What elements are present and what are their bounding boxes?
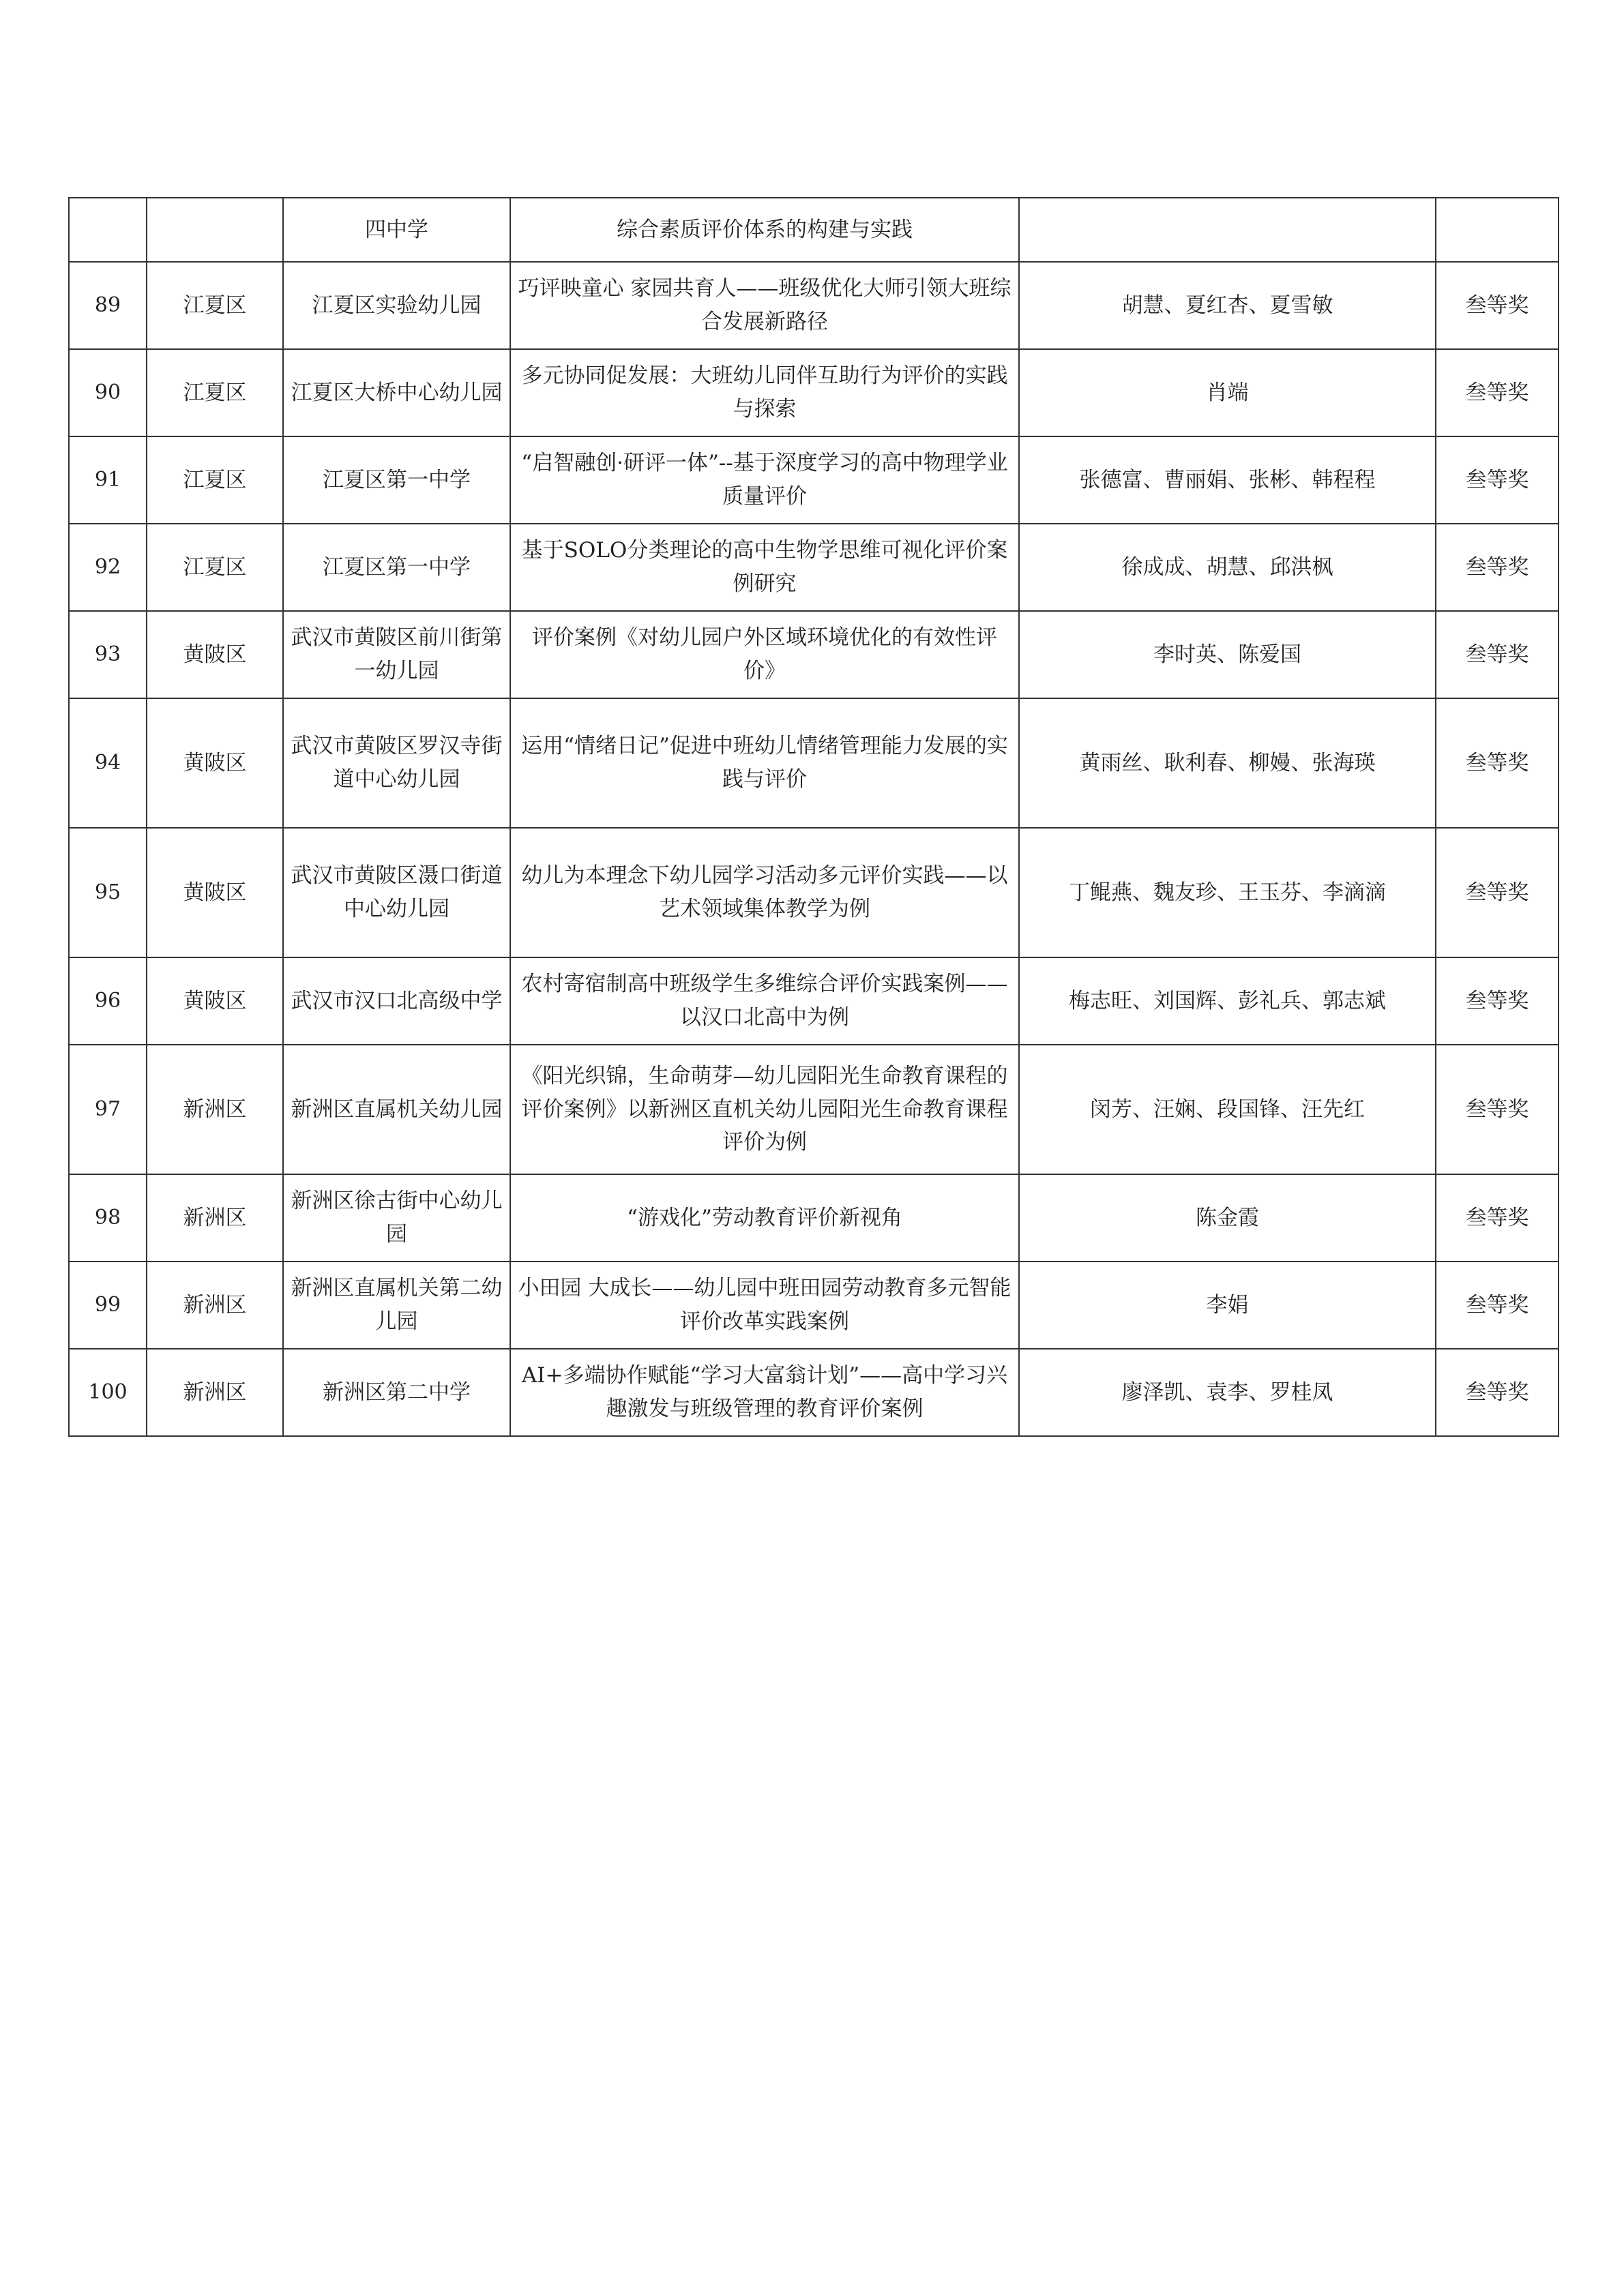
cell-authors: 黄雨丝、耿利春、柳嫚、张海瑛	[1019, 698, 1436, 828]
cell-number: 90	[69, 349, 147, 436]
cell-district: 新洲区	[147, 1262, 283, 1349]
cell-district: 江夏区	[147, 524, 283, 611]
cell-number: 94	[69, 698, 147, 828]
cell-school: 新洲区直属机关幼儿园	[283, 1045, 510, 1174]
cell-number: 100	[69, 1349, 147, 1436]
table-row	[69, 349, 1559, 436]
cell-authors: 肖端	[1019, 349, 1436, 436]
cell-authors: 梅志旺、刘国辉、彭礼兵、郭志斌	[1019, 957, 1436, 1045]
cell-school: 江夏区大桥中心幼儿园	[283, 349, 510, 436]
cell-school: 武汉市黄陂区罗汉寺街道中心幼儿园	[283, 698, 510, 828]
cell-award: 叁等奖	[1436, 1349, 1559, 1436]
cell-award: 叁等奖	[1436, 349, 1559, 436]
cell-number: 92	[69, 524, 147, 611]
cell-title: 小田园 大成长——幼儿园中班田园劳动教育多元智能评价改革实践案例	[510, 1262, 1019, 1349]
cell-school: 江夏区第一中学	[283, 436, 510, 524]
cell-district: 黄陂区	[147, 698, 283, 828]
cell-award: 叁等奖	[1436, 1045, 1559, 1174]
cell-district: 黄陂区	[147, 828, 283, 957]
table-row	[69, 436, 1559, 524]
cell-school: 武汉市汉口北高级中学	[283, 957, 510, 1045]
cell-school: 江夏区实验幼儿园	[283, 262, 510, 349]
cell-district: 黄陂区	[147, 957, 283, 1045]
cell-number: 98	[69, 1174, 147, 1262]
cell-award: 叁等奖	[1436, 698, 1559, 828]
cell-award: 叁等奖	[1436, 1262, 1559, 1349]
cell-award: 叁等奖	[1436, 262, 1559, 349]
table-row	[69, 1262, 1559, 1349]
table-row	[69, 1174, 1559, 1262]
cell-authors: 徐成成、胡慧、邱洪枫	[1019, 524, 1436, 611]
cell-district: 江夏区	[147, 436, 283, 524]
cell-award: 叁等奖	[1436, 1174, 1559, 1262]
cell-title: “游戏化”劳动教育评价新视角	[510, 1174, 1019, 1262]
table-row	[69, 1045, 1559, 1174]
cell-school: 江夏区第一中学	[283, 524, 510, 611]
cell-number: 96	[69, 957, 147, 1045]
cell-district: 新洲区	[147, 1045, 283, 1174]
cell-number	[69, 198, 147, 262]
cell-school: 武汉市黄陂区前川街第一幼儿园	[283, 611, 510, 698]
cell-title: 综合素质评价体系的构建与实践	[510, 198, 1019, 262]
table-row	[69, 698, 1559, 828]
table-row	[69, 524, 1559, 611]
cell-school: 新洲区第二中学	[283, 1349, 510, 1436]
cell-authors: 胡慧、夏红杏、夏雪敏	[1019, 262, 1436, 349]
table-row	[69, 957, 1559, 1045]
cell-number: 89	[69, 262, 147, 349]
cell-school: 武汉市黄陂区滠口街道中心幼儿园	[283, 828, 510, 957]
cell-title: 多元协同促发展：大班幼儿同伴互助行为评价的实践与探索	[510, 349, 1019, 436]
table-row	[69, 198, 1559, 262]
cell-authors: 廖泽凯、袁李、罗桂凤	[1019, 1349, 1436, 1436]
cell-authors: 丁鲲燕、魏友珍、王玉芬、李滴滴	[1019, 828, 1436, 957]
cell-number: 99	[69, 1262, 147, 1349]
cell-award: 叁等奖	[1436, 957, 1559, 1045]
cell-authors: 陈金霞	[1019, 1174, 1436, 1262]
cell-authors	[1019, 198, 1436, 262]
cell-title: 运用“情绪日记”促进中班幼儿情绪管理能力发展的实践与评价	[510, 698, 1019, 828]
cell-title: 评价案例《对幼儿园户外区域环境优化的有效性评价》	[510, 611, 1019, 698]
award-table	[68, 197, 1559, 1437]
cell-district: 黄陂区	[147, 611, 283, 698]
cell-number: 93	[69, 611, 147, 698]
cell-title: 幼儿为本理念下幼儿园学习活动多元评价实践——以艺术领域集体教学为例	[510, 828, 1019, 957]
cell-school: 四中学	[283, 198, 510, 262]
cell-number: 95	[69, 828, 147, 957]
table-row	[69, 611, 1559, 698]
cell-school: 新洲区直属机关第二幼儿园	[283, 1262, 510, 1349]
cell-authors: 李娟	[1019, 1262, 1436, 1349]
cell-award: 叁等奖	[1436, 611, 1559, 698]
award-table-body	[69, 198, 1559, 1436]
table-row	[69, 1349, 1559, 1436]
cell-title: 农村寄宿制高中班级学生多维综合评价实践案例——以汉口北高中为例	[510, 957, 1019, 1045]
table-row	[69, 828, 1559, 957]
cell-title: “启智融创·研评一体”--基于深度学习的高中物理学业质量评价	[510, 436, 1019, 524]
cell-authors: 李时英、陈爱国	[1019, 611, 1436, 698]
cell-number: 91	[69, 436, 147, 524]
cell-award: 叁等奖	[1436, 436, 1559, 524]
cell-district: 江夏区	[147, 262, 283, 349]
cell-district: 江夏区	[147, 349, 283, 436]
cell-award	[1436, 198, 1559, 262]
cell-title: 巧评映童心 家园共育人——班级优化大师引领大班综合发展新路径	[510, 262, 1019, 349]
cell-district	[147, 198, 283, 262]
cell-title: 基于SOLO分类理论的高中生物学思维可视化评价案例研究	[510, 524, 1019, 611]
cell-number: 97	[69, 1045, 147, 1174]
cell-school: 新洲区徐古街中心幼儿园	[283, 1174, 510, 1262]
cell-authors: 张德富、曹丽娟、张彬、韩程程	[1019, 436, 1436, 524]
table-row	[69, 262, 1559, 349]
cell-award: 叁等奖	[1436, 524, 1559, 611]
cell-award: 叁等奖	[1436, 828, 1559, 957]
cell-authors: 闵芳、汪娴、段国锋、汪先红	[1019, 1045, 1436, 1174]
cell-district: 新洲区	[147, 1349, 283, 1436]
cell-title: 《阳光织锦，生命萌芽—幼儿园阳光生命教育课程的评价案例》以新洲区直机关幼儿园阳光生命教育课程评价为例	[510, 1045, 1019, 1174]
cell-title: AI+多端协作赋能“学习大富翁计划”——高中学习兴趣激发与班级管理的教育评价案例	[510, 1349, 1019, 1436]
cell-district: 新洲区	[147, 1174, 283, 1262]
